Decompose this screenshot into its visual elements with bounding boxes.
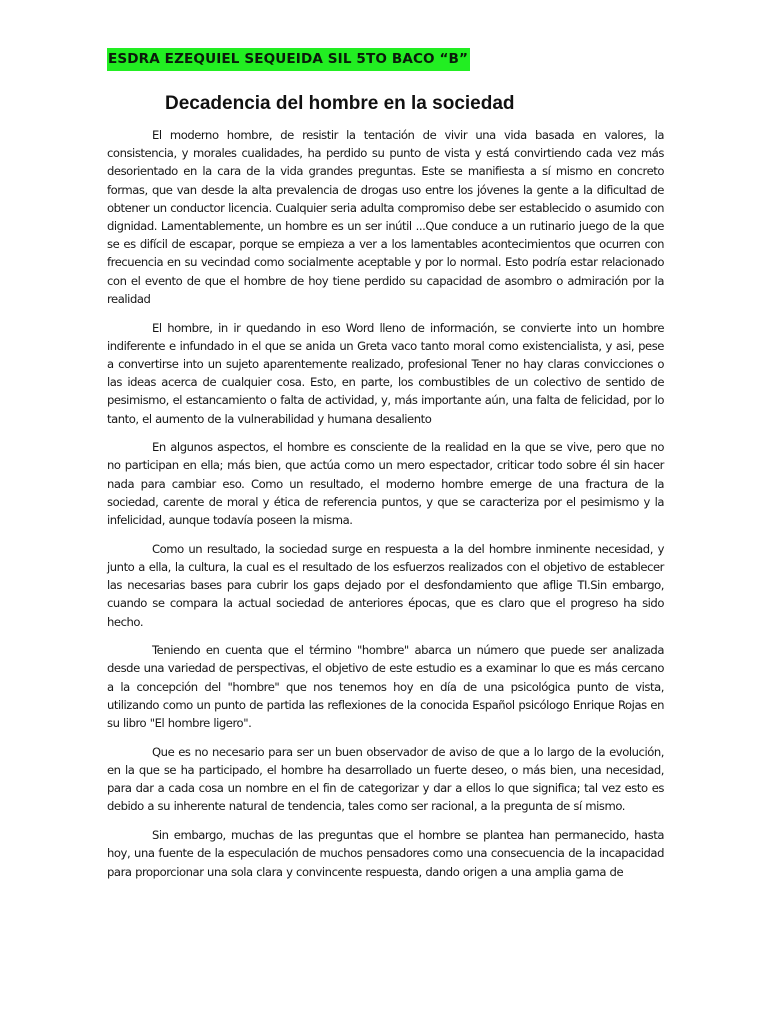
author-line-wrap [107, 48, 665, 72]
paragraph-3: En algunos aspectos, el hombre es consciente de la realidad en la que se vive, pero que no no participan en ella; más bien, que actúa como un mero espectador, criticar todo sobre él sin hacer nada para cambiar eso. Como un resultado, el moderno hombre emerge de una fractura de la sociedad, carente de moral y ética de referencia puntos, y que se caracteriza por el pesimismo y la infelicidad, aunque todavía poseen la misma. [107, 440, 664, 528]
paragraph-2: El hombre, in ir quedando in eso Word lleno de información, se convierte into un hombre indiferente e infundado in el que se anida un Greta vaco tanto moral como existencialista, y asi, pese a convertirse into un sujeto aparentemente realizado, profesional Tener no hay claras convicciones o las ideas acerca de cualquier cosa. Esto, en parte, los combustibles de un colectivo de sentido de pesimismo, el estancamiento o falta de actividad, y, más importante aún, una falta de felicidad, por lo tanto, el aumento de la vulnerabilidad y humana desaliento [107, 320, 664, 426]
paragraph-7: Sin embargo, muchas de las preguntas que el hombre se plantea han permanecido, hasta hoy, una fuente de la especulación de muchos pensadores como una consecuencia de la incapacidad para proporcionar una sola clara y convincente respuesta, dando origen a una amplia gama de [107, 828, 664, 879]
paragraph-1: El moderno hombre, de resistir la tentación de vivir una vida basada en valores, la consistencia, y morales cualidades, ha perdido su punto de vista y está convirtiendo cada vez más desorientado en la cara de la vida grandes preguntas. Este se manifiesta a sí mismo en concreto formas, que van desde la alta prevalencia de drogas uso entre los jóvenes la gente a la dificultad de obtener un conductor licencia. Cualquier seria adulta compromiso debe ser establecido o asumido con dignidad. Lamentablemente, un hombre es un ser inútil ...Que conduce a un rutinario juego de la que se es difícil de escapar, porque se empieza a ver a los lamentables acontecimientos que ocurren con frecuencia en su vecindad como socialmente aceptable y por lo normal. Esto podría estar relacionado con el evento de que el hombre de hoy tiene perdido su capacidad de asombro o admiración por la realidad [107, 128, 664, 306]
paragraph-5: Teniendo en cuenta que el término "hombre" abarca un número que puede ser analizada desde una variedad de perspectivas, el objetivo de este estudio es a examinar lo que es más cercano a la concepción del "hombre" que nos tenemos hoy en día de una psicológica punto de vista, utilizando como un punto de partida las reflexiones de la conocida Español psicólogo Enrique Rojas en su libro "El hombre ligero". [107, 643, 664, 731]
document-title: Decadencia del hombre en la sociedad [165, 93, 515, 114]
paragraph-4: Como un resultado, la sociedad surge en respuesta a la del hombre inminente necesidad, y junto a ella, la cultura, la cual es el resultado de los esfuerzos realizados con el objetivo de establecer las necesarias bases para cubrir los gaps dejado por el desfondamiento que aflige TI.Sin embargo, cuando se compara la actual sociedad de anteriores épocas, que es claro que el progreso ha sido hecho. [107, 541, 664, 629]
paragraph-6: Que es no necesario para ser un buen observador de aviso de que a lo largo de la evolución, en la que se ha participado, el hombre ha desarrollado un fuerte deseo, o más bien, una necesidad, para dar a cada cosa un nombre en el fin de categorizar y dar a ellos lo que significa; tal vez esto es debido a su inherente natural de tendencia, tales como ser racional, a la pregunta de sí mismo. [107, 744, 664, 814]
author-line: ESDRA EZEQUIEL SEQUEIDA SIL 5TO BACO “B” [107, 48, 470, 71]
document-body [107, 126, 664, 881]
